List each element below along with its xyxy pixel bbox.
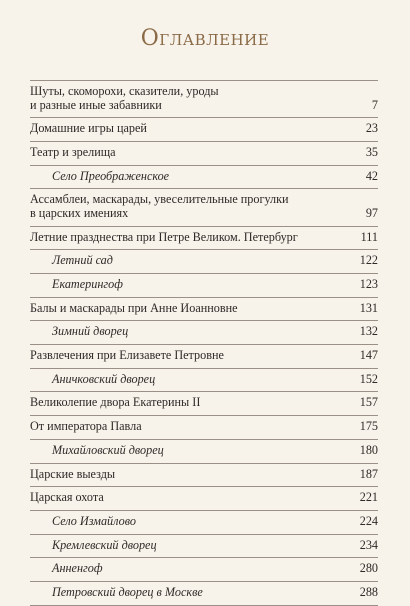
toc-rule (30, 117, 378, 118)
toc-entry (30, 188, 378, 225)
toc-rule (30, 415, 378, 416)
toc-entry-title: и разные иные забавники (30, 97, 162, 112)
toc-entry (30, 581, 378, 605)
toc-rule (30, 486, 378, 487)
toc-entry (30, 297, 378, 321)
toc-rule (30, 273, 378, 274)
toc-entry (30, 273, 378, 297)
toc-entry (30, 463, 378, 487)
toc-entry-title: Шуты, скоморохи, сказители, уроды (30, 84, 219, 98)
toc-entry (30, 226, 378, 250)
toc-subentry-title: Село Измайлово (52, 513, 136, 528)
toc-rule (30, 368, 378, 369)
toc-rule (30, 391, 378, 392)
toc-entry (30, 320, 378, 344)
toc-page-number: 187 (359, 466, 378, 481)
toc-entry (30, 391, 378, 415)
toc-subentry-title: Аничковский дворец (52, 371, 156, 386)
toc-page-number: 221 (359, 490, 378, 505)
toc-entry-title: Летние празднества при Петре Великом. Петербург (30, 229, 298, 244)
toc-subentry-title: Зимний дворец (52, 324, 129, 339)
toc-rule (30, 188, 378, 189)
toc-rule (30, 534, 378, 535)
toc-page-number: 234 (359, 537, 378, 552)
toc-entry (30, 80, 378, 117)
toc-subentry-title: Екатерингоф (52, 276, 123, 291)
toc-page-number: 180 (359, 442, 378, 457)
toc-page-number: 147 (359, 348, 378, 362)
toc-entry-title: От императора Павла (30, 419, 142, 434)
toc-page-number: 132 (359, 324, 378, 339)
toc-rule (30, 439, 378, 440)
toc-entry (30, 249, 378, 273)
toc-page-number: 288 (359, 585, 378, 599)
toc-entry-title: Царские выезды (30, 466, 116, 481)
toc-rule (30, 297, 378, 298)
toc-rule (30, 80, 378, 81)
toc-rule (30, 463, 378, 464)
toc-page-number: 280 (359, 561, 378, 576)
toc-rule (30, 510, 378, 511)
toc-subentry-title: Анненгоф (52, 561, 103, 576)
toc-entry (30, 486, 378, 510)
toc-rule (30, 226, 378, 227)
toc-page-number: 23 (365, 121, 378, 136)
toc-page-number: 224 (359, 513, 378, 528)
toc-rule (30, 557, 378, 558)
toc-page-number: 111 (360, 229, 378, 244)
toc-entry-title: Великолепие двора Екатерины II (30, 395, 201, 410)
toc-entry (30, 439, 378, 463)
toc-entry-title: Царская охота (30, 490, 104, 505)
toc-subentry-title: Петровский дворец в Москве (52, 585, 203, 599)
toc-page-number: 123 (359, 276, 378, 291)
toc-page-number: 122 (359, 253, 378, 268)
toc-subentry-title: Михайловский дворец (52, 442, 164, 457)
toc-page-number: 97 (365, 205, 378, 220)
toc-page-number: 152 (359, 371, 378, 386)
toc-entry-title: Развлечения при Елизавете Петровне (30, 348, 224, 362)
toc-page-number: 42 (365, 168, 378, 183)
toc-rule (30, 165, 378, 166)
toc-entry (30, 344, 378, 368)
toc-entry (30, 141, 378, 165)
toc-subentry-title: Кремлевский дворец (52, 537, 157, 552)
toc-entry (30, 534, 378, 558)
toc-entry (30, 510, 378, 534)
toc-rule (30, 141, 378, 142)
toc-entry (30, 557, 378, 581)
toc-page-number: 175 (359, 419, 378, 434)
page-title: Оглавление (140, 26, 270, 51)
toc-page-number: 131 (359, 300, 378, 315)
toc-subentry-title: Село Преображенское (52, 168, 170, 183)
toc-entry (30, 415, 378, 439)
toc-rule (30, 249, 378, 250)
toc-entry-title: Ассамблеи, маскарады, увеселительные прогулки (30, 192, 289, 207)
toc-entry-title: Домашние игры царей (30, 121, 147, 136)
toc-entry (30, 117, 378, 141)
toc-entry-title: Балы и маскарады при Анне Иоанновне (30, 300, 238, 315)
toc-entry-title: в царских имениях (30, 205, 129, 220)
toc-page-number: 7 (371, 97, 378, 112)
toc-entry (30, 368, 378, 392)
toc-entry-title: Театр и зрелища (30, 144, 116, 159)
toc-rule (30, 344, 378, 345)
toc-entry (30, 165, 378, 189)
toc-page-number: 35 (365, 144, 378, 159)
toc-rule (30, 320, 378, 321)
toc-subentry-title: Летний сад (52, 253, 113, 268)
toc-page-number: 157 (359, 395, 378, 410)
toc-rule (30, 581, 378, 582)
